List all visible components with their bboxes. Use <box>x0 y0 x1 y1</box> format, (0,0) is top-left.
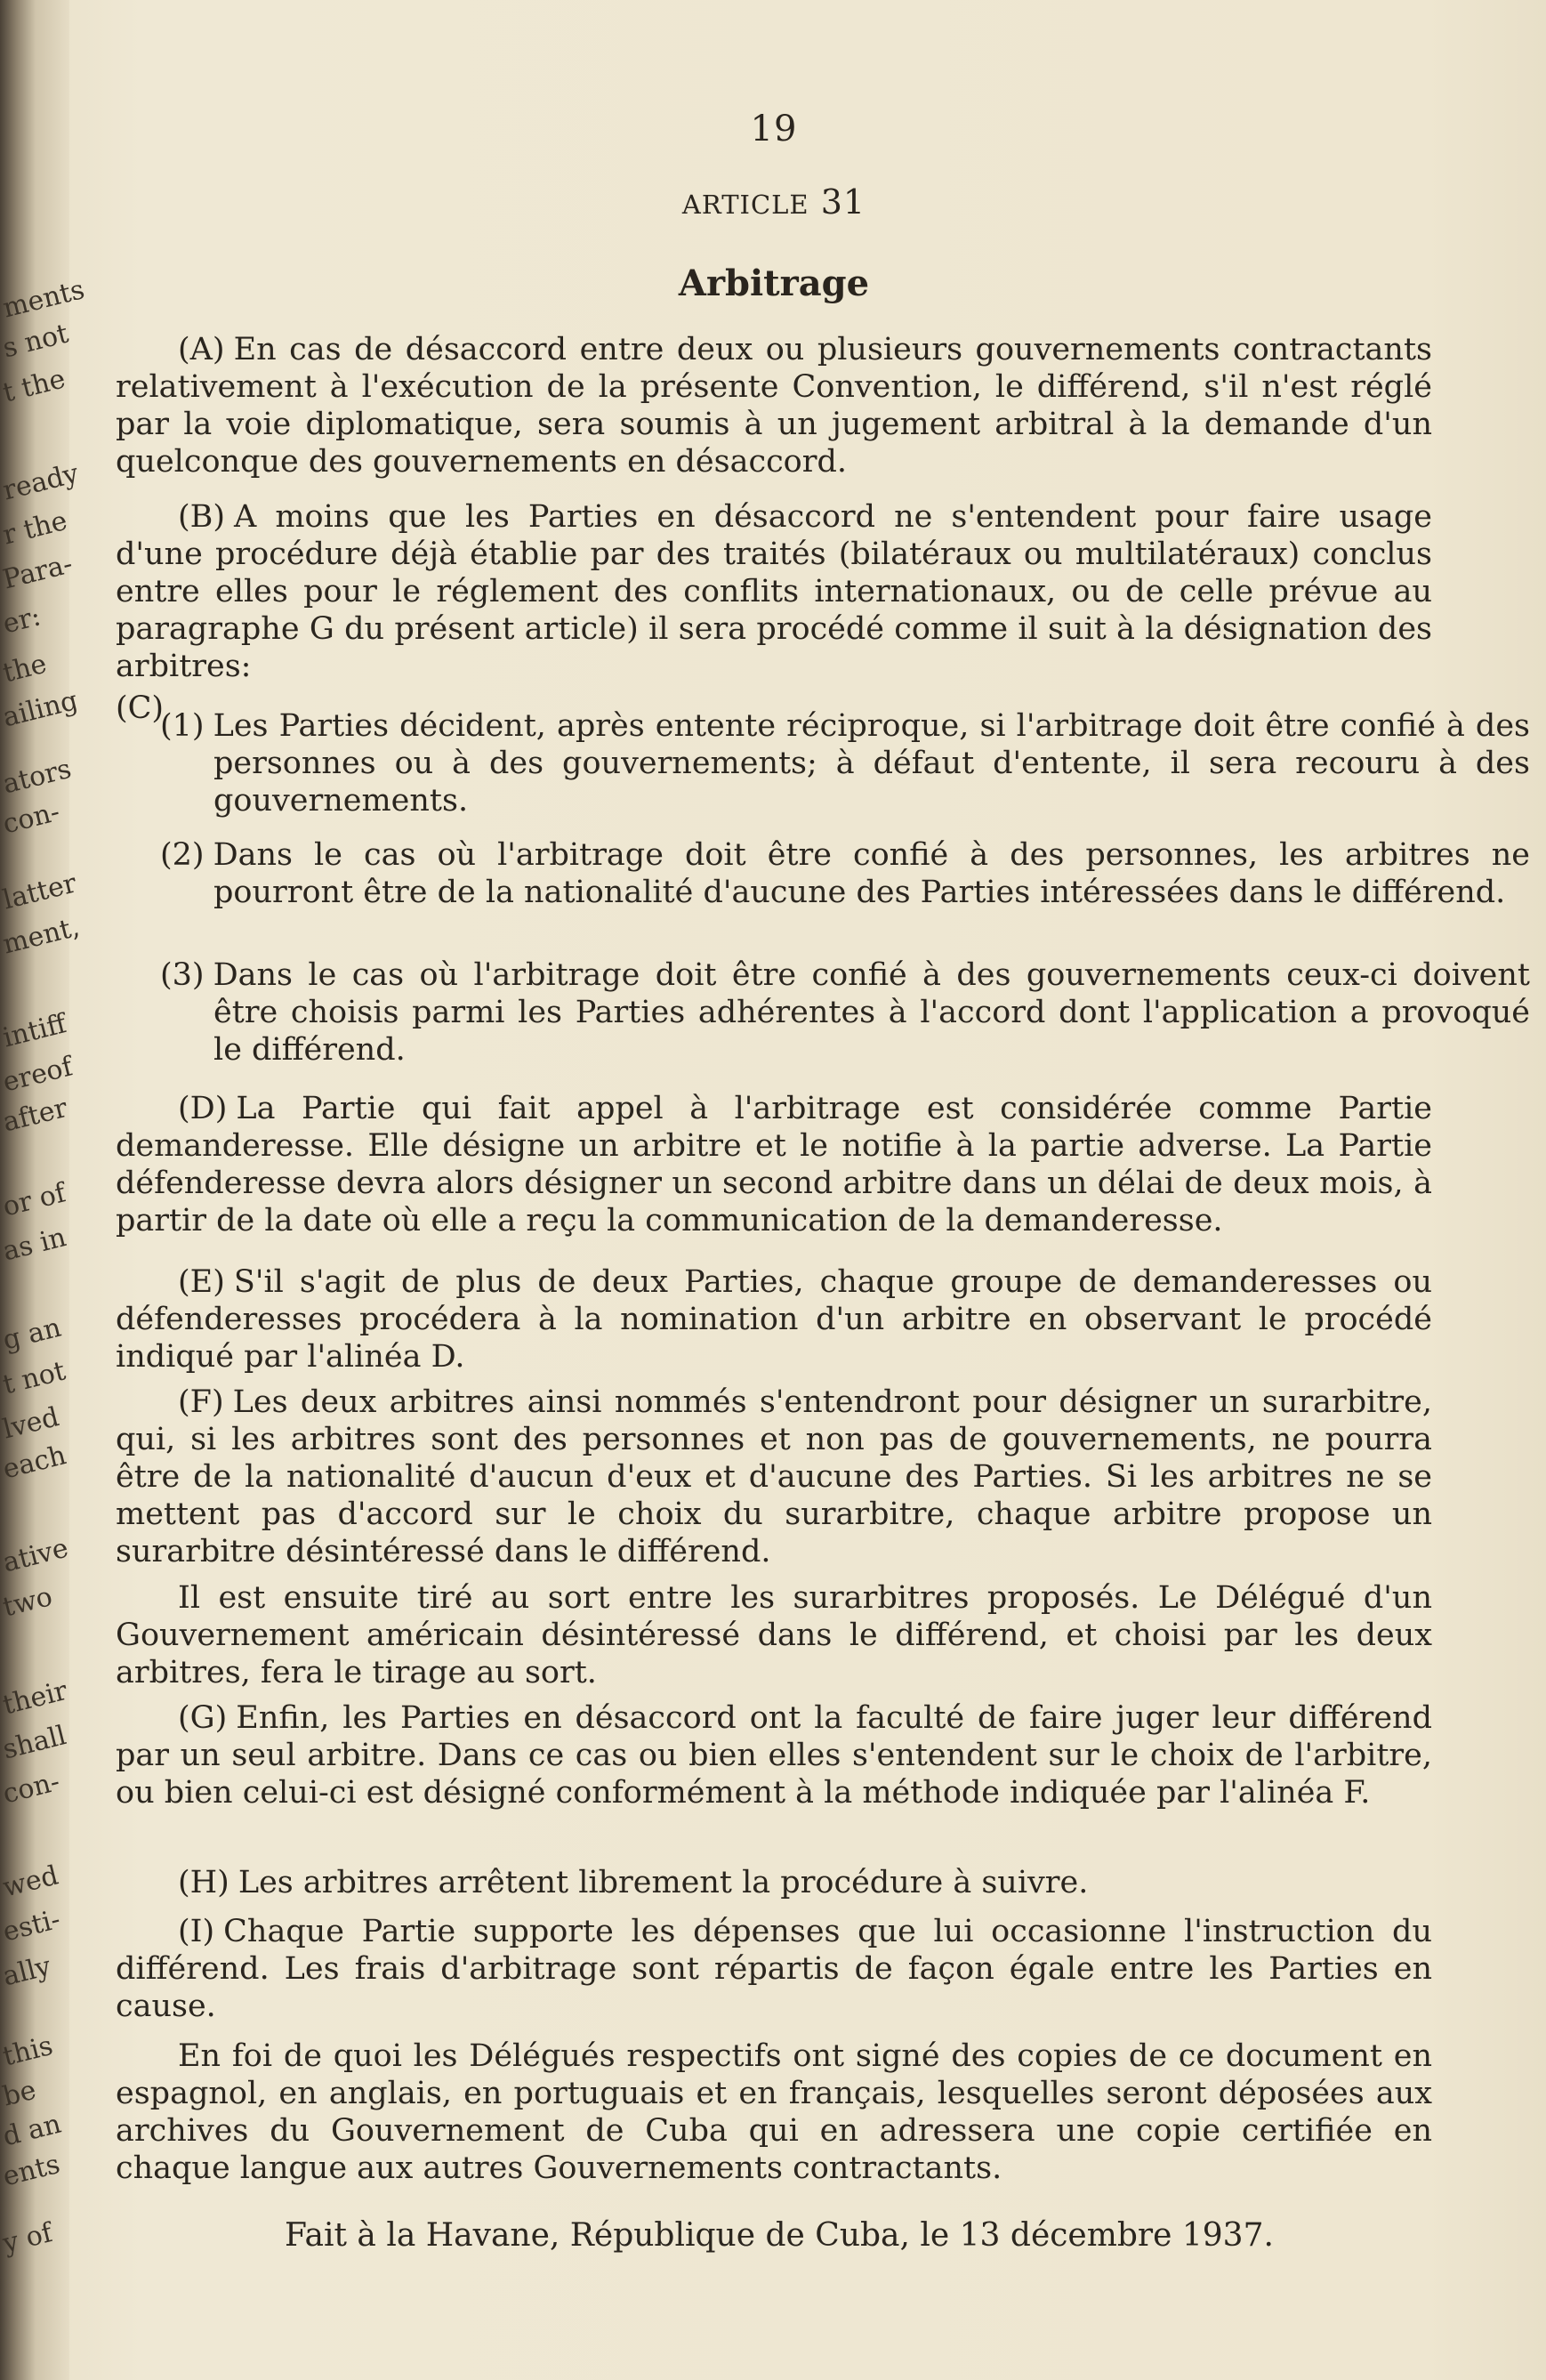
bleed-line: after <box>0 1092 71 1139</box>
bleed-line: lved <box>0 1401 62 1446</box>
bleed-line: as in <box>0 1222 69 1268</box>
bleed-line: their <box>0 1674 71 1722</box>
bleed-line: Para- <box>0 548 76 596</box>
adjacent-page-bleed <box>0 274 88 2260</box>
paragraph-b <box>116 498 1432 685</box>
bleed-line: shall <box>0 1720 69 1766</box>
paragraph-h <box>116 1864 1432 1901</box>
bleed-line: ments <box>0 274 88 325</box>
paragraph-text: En cas de désaccord entre deux ou plusieurs gouvernements contractants relativement à l'exécution de la présente Convention, le différend, s'il n'est réglé par la voie diplomatique, sera soumis à un jugement arbitral à la demande d'un quelconque des gouvernements en désaccord. <box>116 332 1432 480</box>
paragraph-label: (G) <box>178 1700 228 1736</box>
bleed-line: ally <box>0 1950 54 1993</box>
paragraph-text: Il est ensuite tiré au sort entre les surarbitres proposés. Le Délégué d'un Gouvernement américain désintéressé dans le différend, et choisi par les deux arbitres, fera le tirage au sort. <box>116 1580 1432 1690</box>
paragraph-text: A moins que les Parties en désaccord ne s'entendent pour faire usage d'une procédure déjà établie par des traités (bilatéraux ou multilatéraux) conclus entre elles pour le réglement des conflits internationaux, ou de celle prévue au paragraphe G du présent article) il sera procédé comme il suit à la désignation des arbitres: <box>116 499 1432 684</box>
bleed-line: ment, <box>0 911 83 961</box>
bleed-line: ents <box>0 2148 63 2193</box>
paragraph-c2 <box>116 836 1530 911</box>
bleed-line: t the <box>0 363 68 409</box>
paragraph-g <box>116 1699 1432 1811</box>
paragraph-c1 <box>116 707 1530 819</box>
bleed-line: ereof <box>0 1051 76 1099</box>
bleed-line: be <box>0 2074 40 2113</box>
bleed-line: ators <box>0 753 75 801</box>
paragraph-f <box>116 1384 1432 1570</box>
paragraph-text: La Partie qui fait appel à l'arbitrage est considérée comme Partie demanderesse. Elle désigne un arbitre et le notifie à la partie adverse. La Partie défenderesse devra alors désigner un second arbitre dans un délai de deux mois, à partir de la date où elle a reçu la communication de la demanderesse. <box>116 1091 1432 1238</box>
bleed-line: two <box>0 1581 56 1624</box>
section-title: Arbitrage <box>678 262 870 304</box>
bleed-line: con- <box>0 1765 63 1811</box>
paragraph-text: Les deux arbitres ainsi nommés s'entendront pour désigner un surarbitre, qui, si les arbitres sont des personnes et non pas de gouvernements, ne pourra être de la nationalité d'aucun d'eux et d'aucune des Parties. Si les arbitres ne se mettent pas d'accord sur le choix du surarbitre, chaque arbitre propose un surarbitre désintéressé dans le différend. <box>116 1384 1432 1569</box>
bleed-line: ailing <box>0 684 81 734</box>
bleed-line: the <box>0 648 50 690</box>
paragraph-label: (H) <box>178 1865 229 1900</box>
bleed-line: ready <box>0 457 82 507</box>
paragraph-label: (C) <box>116 690 165 726</box>
paragraph-text: S'il s'agit de plus de deux Parties, chaque groupe de demanderesses ou défenderesses procédera à la nomination d'un arbitre en observant le procédé indiqué par l'alinéa D. <box>116 1264 1432 1375</box>
paragraph-d <box>116 1090 1432 1239</box>
paragraph-text: Les arbitres arrêtent librement la procédure à suivre. <box>238 1865 1089 1900</box>
bleed-line: t not <box>0 1355 69 1401</box>
bleed-line: s not <box>0 318 72 365</box>
bleed-line: r the <box>0 504 71 552</box>
bleed-line: intiff <box>0 1008 69 1054</box>
bleed-line: con- <box>0 795 63 841</box>
bleed-line: esti- <box>0 1903 64 1948</box>
paragraph-text: En foi de quoi les Délégués respectifs ont signé des copies de ce document en espagnol, en anglais, en portuguais et en français, lesquelles seront déposées aux archives du Gouvernement de Cuba qui en adressera une copie certifiée en chaque langue aux autres Gouvernements contractants. <box>116 2038 1432 2186</box>
bleed-line: this <box>0 2029 56 2073</box>
paragraph-text: Dans le cas où l'arbitrage doit être confié à des personnes, les arbitres ne pourront être de la nationalité d'aucune des Parties intéressées dans le différend. <box>213 837 1530 910</box>
article-number: 31 <box>820 182 866 222</box>
paragraph-signature-clause <box>116 2037 1432 2187</box>
paragraph-text: Dans le cas où l'arbitrage doit être confié à des gouvernements ceux-ci doivent être choisis parmi les Parties adhérentes à l'accord dont l'application a provoqué le différend. <box>213 957 1530 1068</box>
paragraph-label: (A) <box>178 332 225 367</box>
paragraph-e <box>116 1263 1432 1376</box>
paragraph-label: (E) <box>178 1264 225 1300</box>
bleed-line: g an <box>0 1311 65 1357</box>
article-heading <box>116 182 1432 222</box>
closing-line: Fait à la Havane, République de Cuba, le 13 décembre 1937. <box>285 2217 1274 2254</box>
paragraph-f2 <box>116 1579 1432 1691</box>
bleed-line: ative <box>0 1532 72 1579</box>
paragraph-i <box>116 1913 1432 2025</box>
bleed-line: er: <box>0 601 44 641</box>
article-word: ARTICLE <box>681 190 809 220</box>
paragraph-label: (I) <box>178 1914 215 1949</box>
bleed-line: or of <box>0 1177 69 1223</box>
bleed-line: each <box>0 1440 69 1486</box>
paragraph-text: Enfin, les Parties en désaccord ont la faculté de faire juger leur différend par un seul arbitre. Dans ce cas ou bien elles s'entendent sur le choix de l'arbitre, ou bien celui-ci est désigné conformément à la méthode indiquée par l'alinéa F. <box>116 1700 1432 1811</box>
paragraph-c3 <box>116 956 1530 1069</box>
paragraph-text: Les Parties décident, après entente réciproque, si l'arbitrage doit être confié à des personnes ou à des gouvernements; à défaut d'entente, il sera recouru à des gouvernements. <box>213 708 1530 819</box>
paragraph-label: (1) <box>160 708 205 744</box>
bleed-line: y of <box>0 2217 56 2260</box>
paragraph-a <box>116 331 1432 480</box>
paragraph-label: (2) <box>160 837 205 873</box>
paragraph-label: (B) <box>178 499 226 535</box>
bleed-line: wed <box>0 1860 62 1904</box>
paragraph-text: Chaque Partie supporte les dépenses que lui occasionne l'instruction du différend. Les frais d'arbitrage sont répartis de façon égale entre les Parties en cause. <box>116 1914 1432 2024</box>
paragraph-label: (F) <box>178 1384 224 1420</box>
bleed-line: d an <box>0 2108 65 2153</box>
paragraph-label: (D) <box>178 1091 228 1126</box>
page-number: 19 <box>750 109 798 149</box>
bleed-line: latter <box>0 867 80 916</box>
paragraph-label: (3) <box>160 957 205 993</box>
